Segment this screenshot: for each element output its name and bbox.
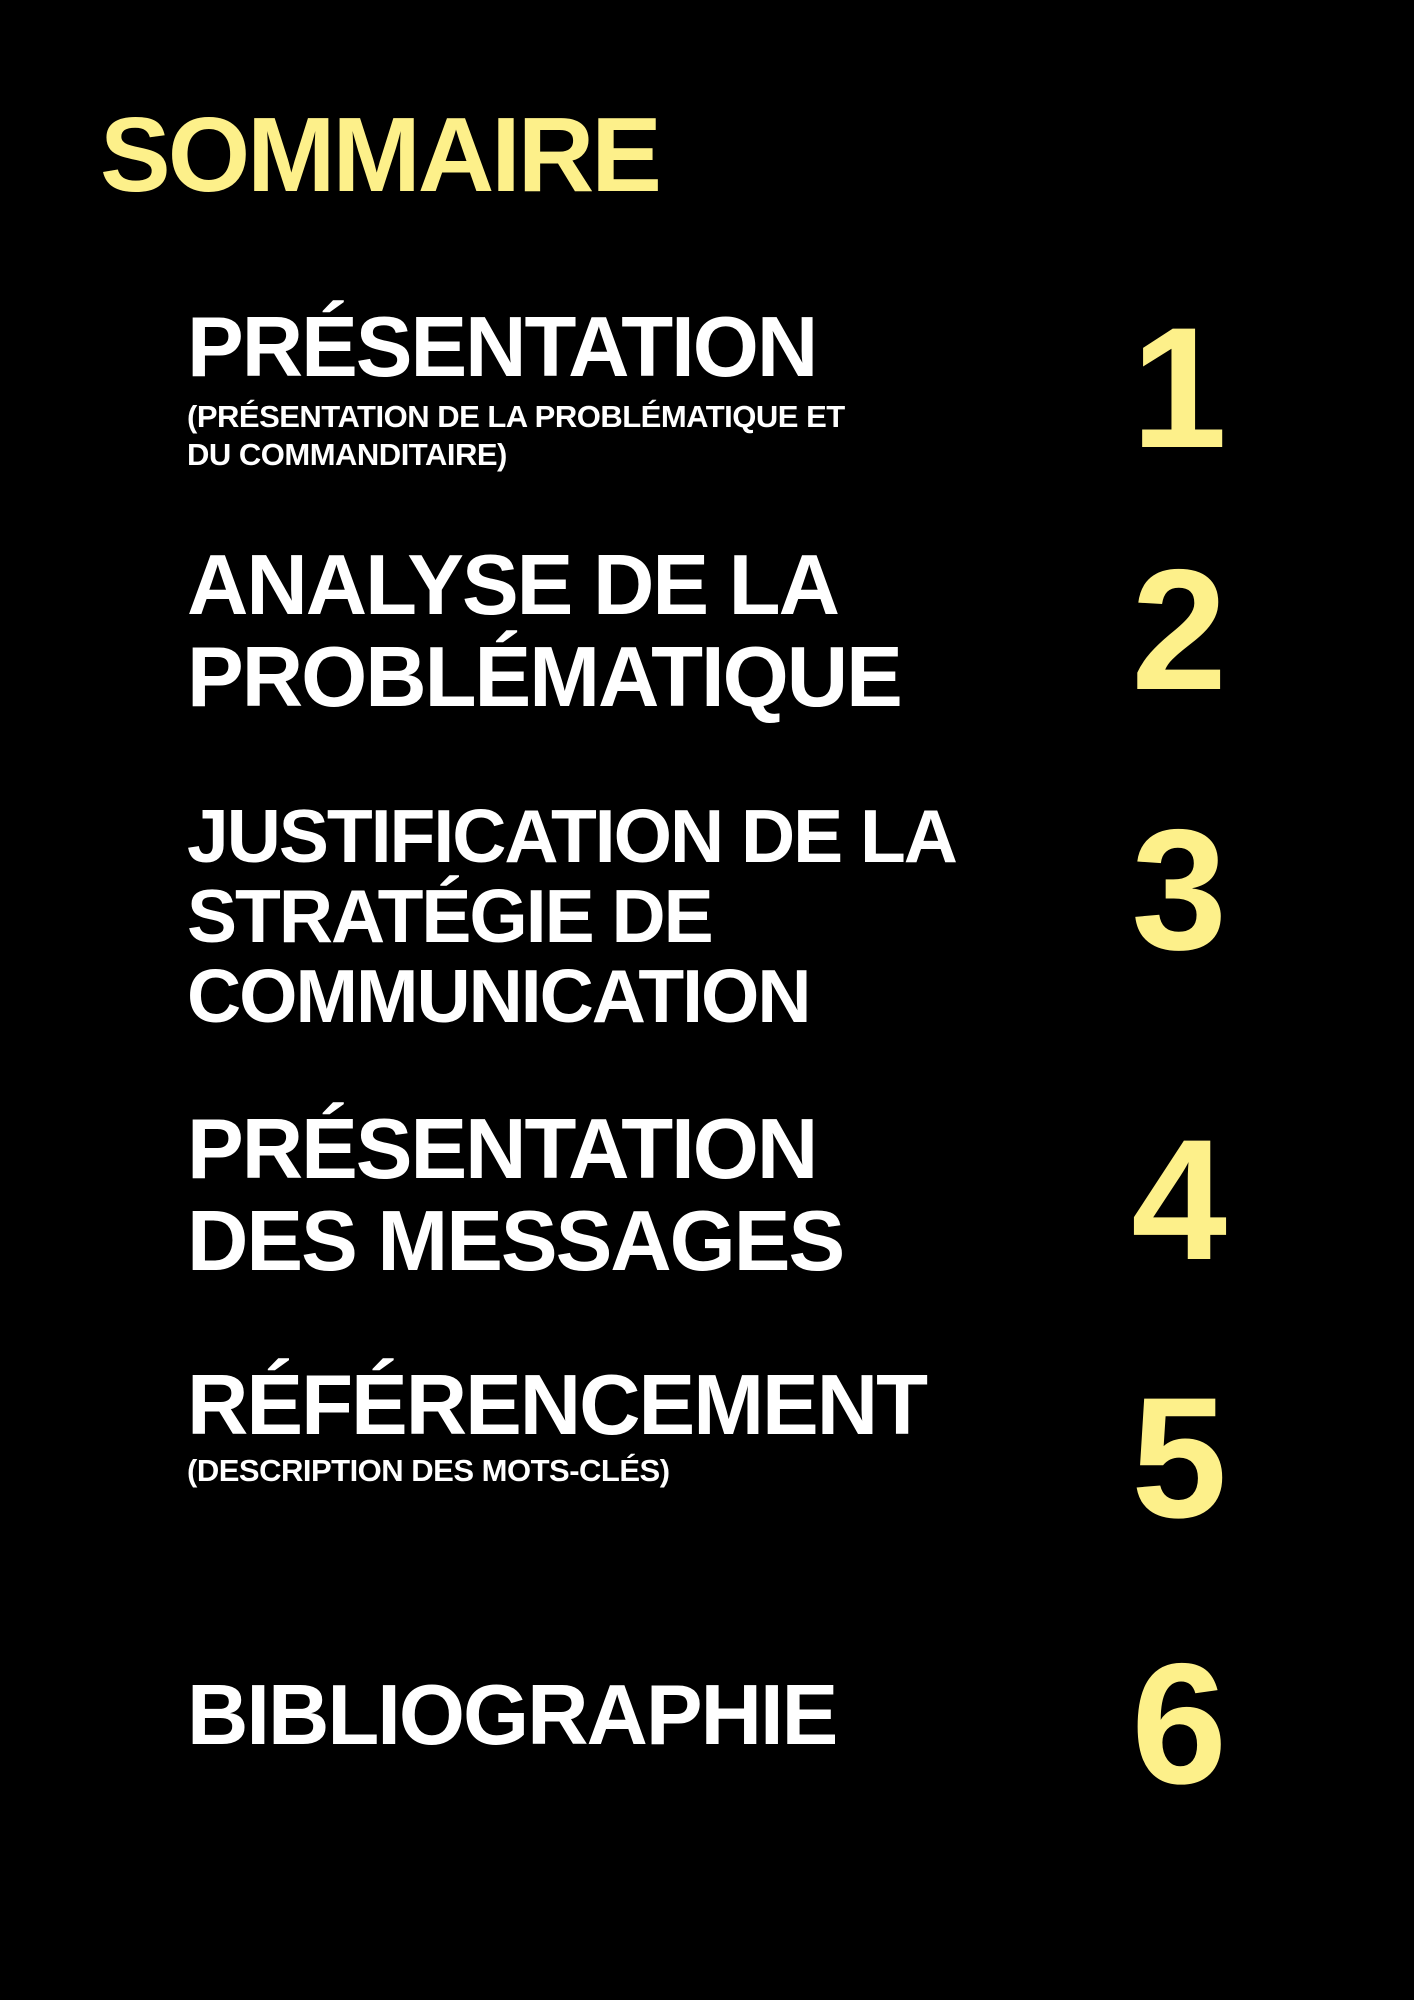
toc-entry-title-line: PRÉSENTATION <box>187 300 817 395</box>
toc-entry-title-line: JUSTIFICATION DE LA <box>187 794 956 878</box>
toc-entry-title <box>187 302 1227 394</box>
toc-entry-title <box>187 534 1227 726</box>
toc-entry-title-line: STRATÉGIE DE <box>187 874 712 958</box>
toc-entry-subtitle-line: DU COMMANDITAIRE) <box>187 437 507 472</box>
toc-entry-number: 1 <box>1131 292 1227 484</box>
toc-entry-subtitle <box>187 1452 927 1490</box>
toc-entry-title <box>187 1102 1227 1296</box>
toc-entry-bibliographie <box>187 1628 1227 1820</box>
page-title: SOMMAIRE <box>100 96 659 214</box>
toc-entry-title <box>187 796 1227 1036</box>
toc-entry-title-line: ANALYSE DE LA <box>187 538 838 633</box>
toc-entry-number: 6 <box>1131 1628 1227 1820</box>
toc-entry-title-line: RÉFÉRENCEMENT <box>187 1358 927 1453</box>
toc-entry-justification <box>187 796 1227 1036</box>
toc-entry-title <box>187 1360 1227 1452</box>
toc-entry-referencement <box>187 1358 1227 1554</box>
toc-entry-subtitle <box>187 398 927 474</box>
toc-entry-messages <box>187 1102 1227 1296</box>
toc-entry-title <box>187 1630 1227 1762</box>
toc-entry-title-line: BIBLIOGRAPHIE <box>187 1668 837 1763</box>
toc-entry-analyse <box>187 534 1227 726</box>
toc-entry-presentation <box>187 292 1227 484</box>
toc-entry-title-line: DES MESSAGES <box>187 1194 844 1289</box>
toc-entry-title-line: COMMUNICATION <box>187 954 810 1038</box>
toc-entry-number: 5 <box>1131 1362 1227 1554</box>
toc-entry-number: 3 <box>1131 794 1227 986</box>
toc-entry-number: 2 <box>1131 534 1227 726</box>
toc-entry-title-line: PROBLÉMATIQUE <box>187 630 901 725</box>
toc-entry-subtitle-line: (DESCRIPTION DES MOTS-CLÉS) <box>187 1453 670 1488</box>
toc-entry-subtitle-line: (PRÉSENTATION DE LA PROBLÉMATIQUE ET <box>187 399 845 434</box>
toc-entry-title-line: PRÉSENTATION <box>187 1102 817 1197</box>
toc-entry-number: 4 <box>1131 1104 1227 1296</box>
